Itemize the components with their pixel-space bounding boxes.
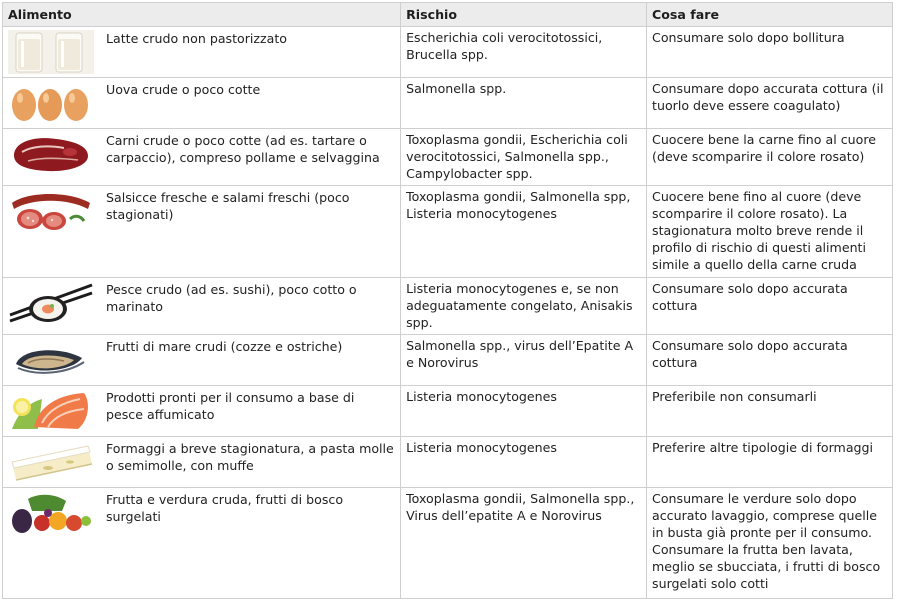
risk-cell: Listeria monocytogenes e, se non adeguatamente congelato, Anisakis spp. bbox=[401, 278, 647, 335]
table-row bbox=[3, 335, 893, 386]
raw-meat-icon bbox=[8, 132, 94, 176]
table-row bbox=[3, 78, 893, 129]
risk-cell: Listeria monocytogenes bbox=[401, 437, 647, 488]
fruit-vegetables-icon bbox=[8, 491, 94, 535]
table-row bbox=[3, 278, 893, 335]
action-cell: Cuocere bene fino al cuore (deve scomparire il colore rosato). La stagionatura molto breve rende il profilo di rischio di questi alimenti simile a quello della carne cruda bbox=[647, 186, 893, 278]
action-cell: Consumare dopo accurata cottura (il tuorlo deve essere coagulato) bbox=[647, 78, 893, 129]
food-label: Prodotti pronti per il consumo a base di pesce affumicato bbox=[106, 390, 355, 422]
table-row bbox=[3, 186, 893, 278]
action-cell: Cuocere bene la carne fino al cuore (deve scomparire il colore rosato) bbox=[647, 129, 893, 186]
action-cell: Consumare solo dopo accurata cottura bbox=[647, 335, 893, 386]
header-rischio: Rischio bbox=[401, 3, 647, 27]
food-label: Carni crude o poco cotte (ad es. tartare o carpaccio), compreso pollame e selvaggina bbox=[106, 133, 380, 165]
table-row bbox=[3, 437, 893, 488]
food-label: Latte crudo non pastorizzato bbox=[106, 31, 287, 46]
sausage-icon bbox=[8, 189, 94, 233]
action-cell: Preferibile non consumarli bbox=[647, 386, 893, 437]
food-label: Frutti di mare crudi (cozze e ostriche) bbox=[106, 339, 343, 354]
action-cell: Consumare solo dopo bollitura bbox=[647, 27, 893, 78]
food-cell bbox=[3, 186, 401, 278]
risk-cell: Salmonella spp. bbox=[401, 78, 647, 129]
food-cell bbox=[3, 27, 401, 78]
food-risk-table bbox=[2, 2, 893, 599]
food-cell bbox=[3, 386, 401, 437]
food-cell bbox=[3, 129, 401, 186]
food-cell bbox=[3, 437, 401, 488]
risk-cell: Salmonella spp., virus dell’Epatite A e Norovirus bbox=[401, 335, 647, 386]
sushi-icon bbox=[8, 281, 94, 325]
mussels-icon bbox=[8, 338, 94, 382]
risk-cell: Toxoplasma gondii, Salmonella spp., Virus dell’epatite A e Norovirus bbox=[401, 488, 647, 599]
food-label: Formaggi a breve stagionatura, a pasta molle o semimolle, con muffe bbox=[106, 441, 394, 473]
risk-cell: Escherichia coli verocitotossici, Brucella spp. bbox=[401, 27, 647, 78]
action-cell: Consumare solo dopo accurata cottura bbox=[647, 278, 893, 335]
risk-cell: Listeria monocytogenes bbox=[401, 386, 647, 437]
food-label: Salsicce fresche e salami freschi (poco stagionati) bbox=[106, 190, 350, 222]
table-row bbox=[3, 386, 893, 437]
eggs-icon bbox=[8, 81, 94, 125]
risk-cell: Toxoplasma gondii, Salmonella spp, Listeria monocytogenes bbox=[401, 186, 647, 278]
header-alimento: Alimento bbox=[3, 3, 401, 27]
risk-cell: Toxoplasma gondii, Escherichia coli verocitotossici, Salmonella spp., Campylobacter spp. bbox=[401, 129, 647, 186]
table-header-row bbox=[3, 3, 893, 27]
food-label: Frutta e verdura cruda, frutti di bosco surgelati bbox=[106, 492, 344, 524]
smoked-salmon-icon bbox=[8, 389, 94, 433]
food-label: Pesce crudo (ad es. sushi), poco cotto o marinato bbox=[106, 282, 357, 314]
table-row bbox=[3, 488, 893, 599]
milk-glasses-icon bbox=[8, 30, 94, 74]
action-cell: Preferire altre tipologie di formaggi bbox=[647, 437, 893, 488]
food-cell bbox=[3, 278, 401, 335]
cheese-icon bbox=[8, 440, 94, 484]
table-row bbox=[3, 129, 893, 186]
food-cell bbox=[3, 335, 401, 386]
food-cell bbox=[3, 488, 401, 599]
header-cosa-fare: Cosa fare bbox=[647, 3, 893, 27]
action-cell: Consumare le verdure solo dopo accurato lavaggio, comprese quelle in busta già pronte per il consumo. Consumare la frutta ben lavata, meglio se sbucciata, i frutti di bosco surgelati solo cotti bbox=[647, 488, 893, 599]
table-row bbox=[3, 27, 893, 78]
food-label: Uova crude o poco cotte bbox=[106, 82, 261, 97]
food-cell bbox=[3, 78, 401, 129]
